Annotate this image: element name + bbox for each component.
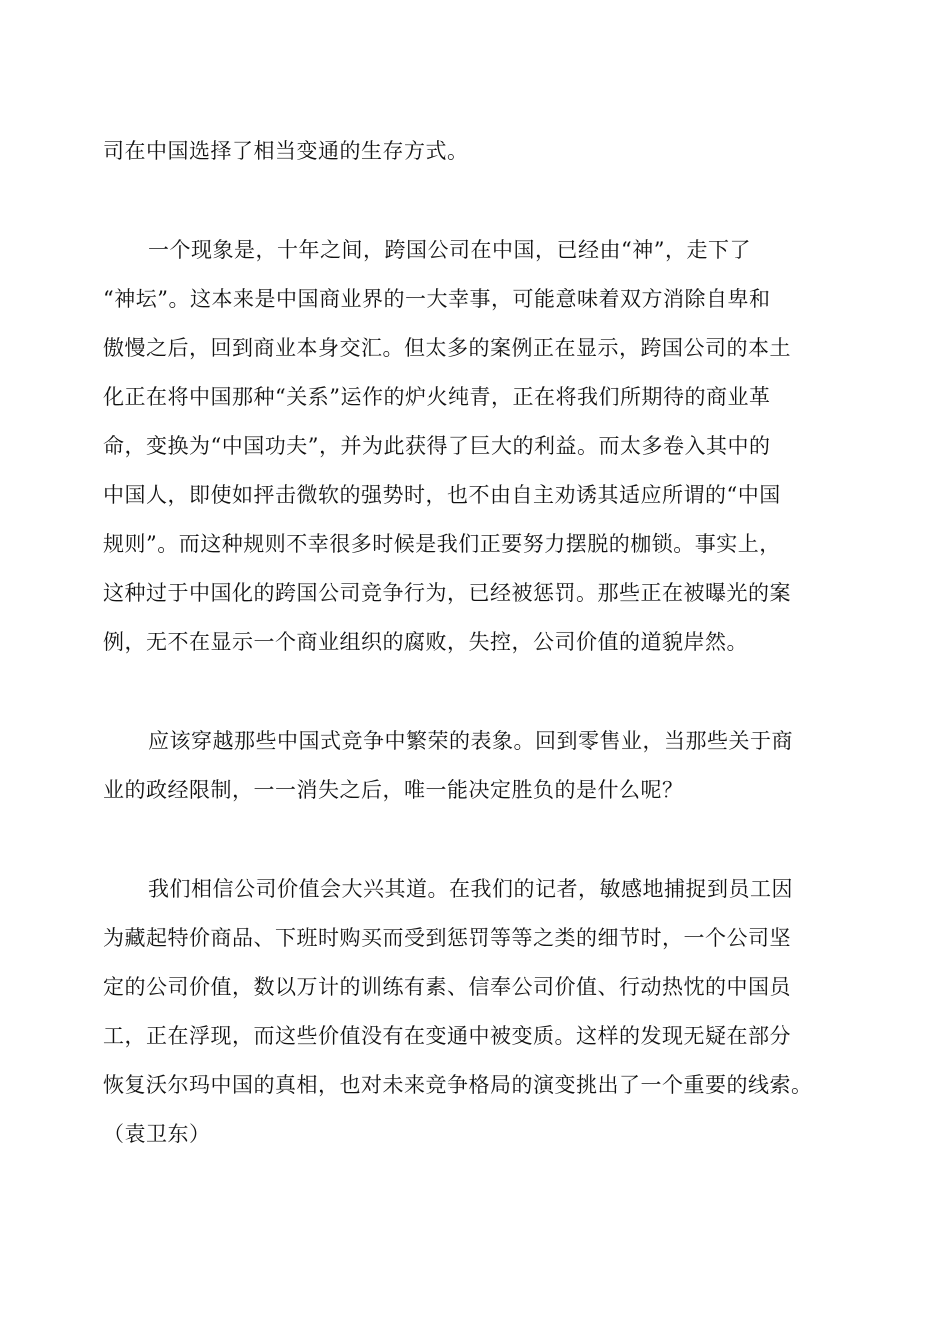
- paragraph-3-line-1: 应该穿越那些中国式竞争中繁荣的表象。回到零售业，当那些关于商: [148, 729, 793, 753]
- paragraph-4-line-2: 为藏起特价商品、下班时购买而受到惩罚等等之类的细节时，一个公司坚: [103, 926, 791, 950]
- paragraph-2-line-8: 这种过于中国化的跨国公司竞争行为，已经被惩罚。那些正在被曝光的案: [103, 581, 791, 605]
- paragraph-2-line-5: 命，变换为“中国功夫”，并为此获得了巨大的利益。而太多卷入其中的: [103, 434, 771, 458]
- paragraph-2-line-9: 例，无不在显示一个商业组织的腐败，失控，公司价值的道貌岸然。: [103, 630, 748, 654]
- paragraph-2-line-4: 化正在将中国那种“关系”运作的炉火纯青，正在将我们所期待的商业革: [103, 385, 771, 409]
- paragraph-4-line-3: 定的公司价值，数以万计的训练有素、信奉公司价值、行动热忱的中国员: [103, 975, 791, 999]
- paragraph-2-line-6: 中国人，即使如抨击微软的强势时，也不由自主劝诱其适应所谓的“中国: [103, 483, 781, 507]
- paragraph-4-line-5: 恢复沃尔玛中国的真相，也对未来竞争格局的演变挑出了一个重要的线索。: [103, 1073, 813, 1097]
- paragraph-2-line-7: 规则”。而这种规则不幸很多时候是我们正要努力摆脱的枷锁。事实上，: [103, 532, 781, 556]
- paragraph-2-line-2: “神坛”。这本来是中国商业界的一大幸事，可能意味着双方消除自卑和: [103, 287, 771, 311]
- paragraph-2-line-3: 傲慢之后，回到商业本身交汇。但太多的案例正在显示，跨国公司的本土: [103, 336, 791, 360]
- paragraph-3-line-2: 业的政经限制，一一消失之后，唯一能决定胜负的是什么呢？: [103, 778, 684, 802]
- author-credit: （袁卫东）: [103, 1122, 211, 1146]
- paragraph-1-line-1: 司在中国选择了相当变通的生存方式。: [103, 139, 469, 163]
- paragraph-2-line-1: 一个现象是，十年之间，跨国公司在中国，已经由“神”，走下了: [148, 238, 751, 262]
- paragraph-4-line-1: 我们相信公司价值会大兴其道。在我们的记者，敏感地捕捉到员工因: [148, 877, 793, 901]
- paragraph-4-line-4: 工，正在浮现，而这些价值没有在变通中被变质。这样的发现无疑在部分: [103, 1024, 791, 1048]
